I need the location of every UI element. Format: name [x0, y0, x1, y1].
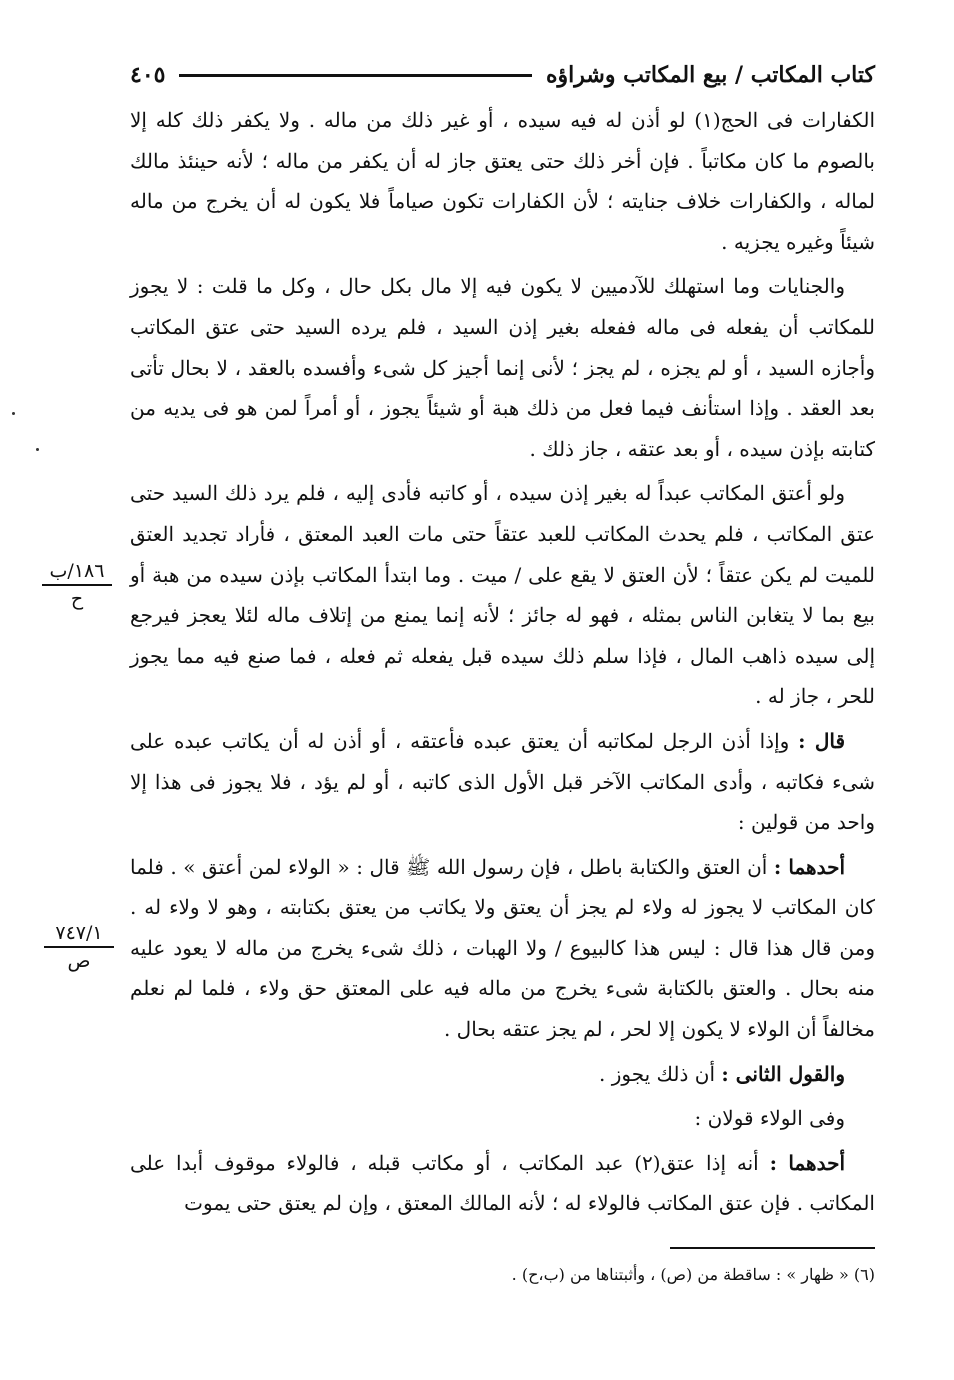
margin-note-ms: ص: [67, 950, 91, 972]
paragraph-text: أنه إذا عتق(٢) عبد المكاتب ، أو مكاتب قبله ، فالولاء موقوف أبدا على المكاتب . فإن عتق المكاتب فالولاء له ؛ لأنه المالك المعتق ، وإن لم يعتق حتى يموت: [130, 1150, 875, 1216]
header-rule: [179, 74, 532, 77]
paragraph: [130, 847, 875, 1050]
paragraph: [130, 721, 875, 843]
paragraph-lead: قال :: [798, 728, 846, 753]
paragraph-lead: أحدهما :: [769, 1150, 846, 1175]
paragraph-text: أن ذلك يجوز .: [599, 1061, 722, 1086]
paragraph: [130, 1054, 875, 1095]
page-number: ٤٠٥: [130, 62, 166, 88]
paragraph: [130, 473, 875, 717]
paragraph-text: ولو أعتق المكاتب عبداً له بغير إذن سيده ، أو كاتبه فأدى إليه ، فلم يرد ذلك السيد حتى عتق المكاتب ، فلم يحدث المكاتب للعبد عتقاً حتى مات العبد المعتق ، فأراد تجديد العتق للميت لم يكن عتقاً ؛ لأن العتق لا يقع على / ميت . وما ابتدأ المكاتب بإذن سيده من هبة أو بيع بما لا يتغابن الناس بمثله ، فهو له جائز ؛ لأنه إنما يمنع من إتلاف ماله لئلا يعجز فيرجع إلى سيده ذاهب المال ، فإذا سلم ذلك سيده قبل يفعله ثم فعله ، فما صنع فيه مما يجوز للحر ، جاز له .: [130, 481, 875, 709]
margin-note-ref: ١٨٦/ب: [42, 560, 112, 586]
footnote: (٦) « ظهار » : ساقطة من (ص) ، وأثبتناها من (ب،ح) .: [511, 1265, 875, 1284]
margin-note: [44, 922, 114, 972]
paragraph: [130, 100, 875, 262]
paragraph-lead: والقول الثانى :: [721, 1061, 845, 1086]
margin-note-ref: ٧٤٧/١: [44, 922, 114, 948]
footnote-separator: [670, 1247, 875, 1249]
margin-note-ms: ح: [70, 588, 84, 610]
paragraph-lead: أحدهما :: [773, 854, 846, 879]
scan-speck: [12, 412, 15, 415]
running-header: [130, 58, 875, 92]
paragraph-text: والجنايات وما استهلك للآدميين لا يكون فيه إلا مال بكل حال ، وكل ما قلت : لا يجوز للمكاتب أن يفعله فى ماله ففعله بغير إذن السيد ، فلم يرده السيد حتى عتق المكاتب وأجازه السيد ، أو لم يجزه ، لم يجز ؛ لأنى إنما أجيز كل شىء وأفسده بالعقد ، لا بحال تأتى بعد العقد . وإذا استأنف فيما فعل من ذلك هبة أو شيئاً يجوز ، أو أمراً لمن هو فى يديه من كتابته بإذن سيده ، أو بعد عتقه ، جاز ذلك .: [130, 274, 875, 461]
paragraph: [130, 1098, 875, 1139]
header-title: كتاب المكاتب / بيع المكاتب وشراؤه: [545, 62, 875, 88]
paragraph-text: وفى الولاء قولان :: [694, 1106, 845, 1131]
body-text: [130, 100, 875, 1228]
margin-note: [42, 560, 112, 610]
paragraph-text: الكفارات فى الحج(١) لو أذن له فيه سيده ، أو غير ذلك من ماله . ولا يكفر ذلك كله إلا بالصوم ما كان مكاتباً . فإن أخر ذلك حتى يعتق جاز له أن يكفر من ماله ؛ لأنه حينئذ مالك لماله ، والكفارات خلاف جنايته ؛ لأن الكفارات تكون صياماً فلا يكون له أن يخرج من ماله شيئاً وغيره يجزيه .: [130, 108, 875, 254]
paragraph: [130, 1143, 875, 1224]
paragraph: [130, 266, 875, 469]
paragraph-text: أن العتق والكتابة باطل ، فإن رسول الله ﷺ قال : « الولاء لمن أعتق » . فلما كان المكاتب لا يجوز له ولاء لم يجز أن يعتق ولا يكاتب من يعتق بكتابته ، وهو لا ولاء له . ومن قال هذا قال : ليس هذا كالبيوع / ولا الهبات ، ذلك شىء يخرج من ماله لا يعود عليه منه بحال . والعتق بالكتابة شىء يخرج من ماله فيه على المعتق حق ولاء ، فلما لم نعلم مخالفاً أن الولاء لا يكون إلا لحر ، لم يجز عتقه بحال .: [130, 854, 875, 1042]
paragraph-text: وإذا أذن الرجل لمكاتبه أن يعتق عبده فأعتقه ، أو أذن له أن يكاتب عبده على شىء فكاتبه ، وأدى المكاتب الآخر قبل الأول الذى كاتبه ، أو لم يؤد ، فلا يجوز فى هذا إلا واحد من قولين :: [130, 728, 875, 835]
scan-speck: [36, 448, 39, 451]
